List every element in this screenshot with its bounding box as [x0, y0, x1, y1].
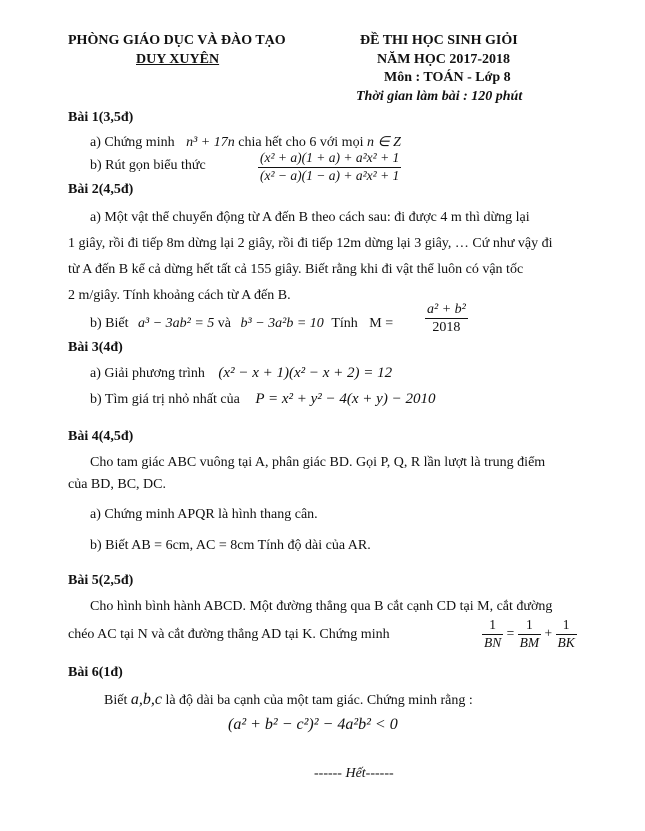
- bai5-f3-den: BK: [557, 634, 575, 650]
- bai1-a-expr2: n ∈ Z: [366, 135, 401, 150]
- bai5-eq: =: [506, 625, 515, 641]
- bai2-b-tinh: Tính: [331, 316, 358, 331]
- dept-name: PHÒNG GIÁO DỤC VÀ ĐÀO TẠO: [68, 33, 286, 48]
- bai5-f2-den: BM: [519, 634, 540, 650]
- bai2-b-expr2: b³ − 3a²b = 10: [240, 316, 324, 331]
- bai1-a-text: a) Chứng minh: [90, 135, 175, 150]
- bai4-a: a) Chứng minh APQR là hình thang cân.: [90, 507, 318, 522]
- bai2-b-numerator: a² + b²: [425, 302, 468, 319]
- bai6-inequality: (a² + b² − c²)² − 4a²b² < 0: [228, 716, 398, 733]
- bai2-b: [90, 316, 393, 332]
- bai6-line1-a: Biết: [104, 693, 128, 708]
- bai5-line1: Cho hình bình hành ABCD. Một đường thẳng qua B cắt cạnh CD tại M, cắt đường: [90, 599, 553, 614]
- end-marker: ------ Hết------: [314, 766, 394, 781]
- bai6-line1: [104, 691, 473, 709]
- bai3-b: [90, 391, 435, 408]
- time-allowed: Thời gian làm bài : 120 phút: [356, 89, 523, 104]
- bai4-line2: của BD, BC, DC.: [68, 477, 166, 492]
- bai5-f2-num: 1: [518, 618, 542, 635]
- bai3-title: Bài 3(4đ): [68, 340, 123, 355]
- bai4-b: b) Biết AB = 6cm, AC = 8cm Tính độ dài của AR.: [90, 538, 371, 553]
- bai4-title: Bài 4(4,5đ): [68, 429, 134, 444]
- bai5-f1-den: BN: [484, 634, 502, 650]
- bai1-b-text: b) Rút gọn biểu thức: [90, 158, 206, 173]
- bai1-b-numerator: (x² + a)(1 + a) + a²x² + 1: [258, 151, 401, 168]
- bai5-f3-num: 1: [556, 618, 577, 635]
- bai3-a-text: a) Giải phương trình: [90, 366, 205, 381]
- bai4-line1: Cho tam giác ABC vuông tại A, phân giác BD. Gọi P, Q, R lần lượt là trung điểm: [90, 455, 546, 470]
- bai3-b-expr: P = x² + y² − 4(x + y) − 2010: [255, 391, 436, 407]
- bai5-plus: +: [544, 625, 553, 641]
- bai1-a: [90, 134, 401, 151]
- bai5-line2: chéo AC tại N và cắt đường thẳng AD tại K. Chứng minh: [68, 627, 390, 642]
- bai2-b-text: b) Biết: [90, 316, 129, 331]
- bai2-a-line4: 2 m/giây. Tính khoảng cách từ A đến B.: [68, 288, 291, 303]
- bai5-f1-num: 1: [482, 618, 503, 635]
- bai3-a: [90, 365, 392, 382]
- bai2-b-expr1: a³ − 3ab² = 5: [138, 316, 215, 331]
- bai5-title: Bài 5(2,5đ): [68, 573, 134, 588]
- bai5-identity: [482, 618, 577, 651]
- bai2-a-line3: từ A đến B kể cả dừng hết tất cả 155 giây. Biết rằng khi đi vật thể luôn có vận tốc: [68, 262, 524, 277]
- bai2-title: Bài 2(4,5đ): [68, 182, 134, 197]
- bai2-b-denominator: 2018: [432, 320, 461, 336]
- bai2-a-line1: a) Một vật thể chuyển động từ A đến B theo cách sau: đi được 4 m thì dừng lại: [90, 210, 530, 225]
- bai3-b-text: b) Tìm giá trị nhỏ nhất của: [90, 392, 240, 407]
- bai1-b-denominator: (x² − a)(1 − a) + a²x² + 1: [260, 167, 400, 183]
- bai6-line1-math: a,b,c: [130, 691, 162, 708]
- bai1-title: Bài 1(3,5đ): [68, 110, 134, 125]
- bai2-a-line2: 1 giây, rồi đi tiếp 8m dừng lại 2 giây, rồi đi tiếp 12m dừng lại 3 giây, … Cứ như vậy đi: [68, 236, 553, 251]
- exam-title: ĐỀ THI HỌC SINH GIỎI: [360, 33, 518, 48]
- school-year: NĂM HỌC 2017-2018: [377, 52, 510, 67]
- bai1-a-text2: chia hết cho 6 với mọi: [238, 135, 364, 150]
- bai2-b-va: và: [217, 316, 232, 331]
- bai1-b-fraction: [258, 151, 401, 184]
- bai3-a-expr: (x² − x + 1)(x² − x + 2) = 12: [218, 365, 393, 381]
- bai2-b-fraction: [425, 302, 468, 336]
- subject-grade: Môn : TOÁN - Lớp 8: [384, 70, 511, 85]
- bai6-line1-b: là độ dài ba cạnh của một tam giác. Chứng minh rằng :: [165, 693, 473, 708]
- bai1-a-expr: n³ + 17n: [186, 135, 235, 150]
- bai6-title: Bài 6(1đ): [68, 665, 123, 680]
- district-name: [136, 52, 219, 68]
- bai2-b-M: M =: [369, 316, 394, 331]
- district-label: DUY XUYÊN: [136, 52, 220, 67]
